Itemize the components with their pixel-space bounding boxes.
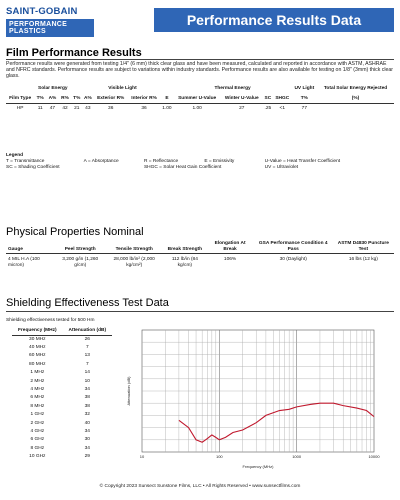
film-column-header: Interior R%: [128, 96, 160, 103]
brand-logo: [6, 6, 94, 36]
table-cell: 112 lb/in (84 kg/cm): [171, 257, 198, 268]
table-cell: 77: [301, 105, 307, 111]
y-axis-label: Attenuation (dB): [126, 376, 131, 406]
logo-subtitle: PERFORMANCE PLASTICS: [6, 19, 94, 37]
film-divider: [6, 59, 394, 60]
table-cell: 21: [74, 105, 80, 111]
table-row: [12, 335, 112, 344]
table-cell: 3,200 g/in (1,260 g/cm): [62, 257, 99, 268]
group-uv-light: UV Light: [294, 86, 315, 91]
physical-column-header: Elongation At Break: [206, 240, 253, 254]
legend-title: Legend: [6, 153, 24, 158]
physical-column-header: GSA Performance Condition 4 Pass: [254, 240, 333, 254]
attenuation-column-header: Frequency (MHz): [12, 327, 63, 335]
table-row: [12, 445, 112, 453]
table-row: [12, 411, 112, 419]
film-description: Performance results were generated from testing 1/4" (6 mm) thick clear glass and have been measured, calculated and reported in accordance with ASTM, ASHRAE and NFRC standards. Performance results are subject to variations within industry standards. Performance results are also available for testing on 1/8" (3mm) thick clear glass.: [6, 61, 394, 80]
table-cell: .25: [264, 105, 272, 111]
table-cell: 36: [141, 105, 147, 111]
table-cell: 10 GHz: [29, 454, 46, 460]
film-column-header: R%: [59, 96, 72, 103]
table-cell: 32: [84, 412, 90, 418]
legend-item: T = Transmittance: [6, 159, 45, 164]
table-row: [12, 344, 112, 352]
table-cell: 1 GHz: [30, 412, 45, 418]
legend-item: R = Reflectance: [143, 159, 179, 164]
film-heading: Film Performance Results: [6, 47, 142, 59]
table-cell: 106%: [223, 257, 237, 262]
table-row: [12, 420, 112, 428]
legend-item: E = Emissivity: [204, 159, 235, 164]
film-performance-table: [6, 86, 394, 113]
table-cell: 16 lbs (12 kg): [348, 257, 378, 262]
physical-column-header: ASTM D4830 Puncture Test: [333, 240, 394, 254]
page-title: Performance Results Data: [186, 12, 362, 28]
x-tick-label: 1000: [292, 454, 302, 459]
legend-item: A = Absorptance: [83, 159, 119, 164]
physical-column-header: Tensile Strength: [105, 240, 163, 254]
x-tick-label: 100: [215, 454, 223, 459]
table-cell: 2 MHz: [30, 378, 45, 384]
x-tick-label: 10: [139, 454, 145, 459]
table-cell: 1 MHz: [30, 370, 45, 376]
film-column-header: A%: [83, 96, 92, 101]
table-cell: 11: [37, 105, 43, 111]
table-cell: <1: [279, 105, 285, 111]
table-cell: 40 MHz: [29, 344, 46, 350]
table-cell: 36: [108, 105, 114, 111]
film-column-header: Summer U-Value: [174, 96, 221, 103]
table-cell: 6 GHz: [30, 437, 45, 443]
table-cell: 13: [84, 353, 90, 359]
film-column-header: SC: [264, 96, 272, 101]
attenuation-column-header: Attenuation (dB): [63, 327, 112, 335]
film-column-header: (%): [317, 96, 394, 103]
physical-column-header: Gauge: [6, 240, 55, 254]
table-cell: 38: [84, 403, 90, 409]
physical-column-header: Break Strength: [163, 240, 206, 254]
table-cell: 27: [239, 105, 245, 111]
page-header: [0, 0, 400, 40]
table-cell: 80 MHz: [29, 361, 46, 367]
group-total-solar: Total Solar Energy Rejected: [323, 86, 388, 91]
table-cell: 14: [84, 370, 90, 376]
legend-item: UV = Ultraviolet: [264, 165, 299, 170]
table-row: [12, 386, 112, 394]
table-cell: 30: [84, 437, 90, 443]
table-cell: 4 GHz: [30, 428, 45, 434]
table-row: [12, 361, 112, 369]
table-row: [12, 369, 112, 377]
shielding-heading: Shielding Effectiveness Test Data: [6, 297, 169, 309]
table-cell: 42: [62, 105, 68, 111]
table-cell: 10: [84, 378, 90, 384]
table-cell: 43: [85, 105, 91, 111]
group-visible-light: Visible Light: [108, 86, 137, 91]
table-cell: 30 (Daylight): [279, 257, 307, 262]
film-column-header: Winter U-Value: [221, 96, 263, 103]
film-column-header: T%: [34, 96, 46, 103]
table-row: [12, 378, 112, 386]
group-solar-energy: Solar Energy: [38, 86, 68, 91]
shielding-note: Shielding effectiveness tested for 500 Hm: [6, 318, 95, 323]
table-row: [12, 428, 112, 436]
x-tick-label: 10000: [368, 454, 380, 459]
group-thermal-energy: Thermal Energy: [214, 86, 251, 91]
table-row: [12, 394, 112, 402]
table-row: [12, 403, 112, 411]
legend-item: SHGC = Solar Heat Gain Coefficient: [143, 165, 222, 170]
logo-brand: SAINT-GOBAIN: [6, 6, 78, 17]
table-cell: 8 GHz: [30, 445, 45, 451]
attenuation-chart: [124, 326, 380, 472]
shielding-divider: [6, 311, 394, 312]
physical-properties-table: [6, 240, 394, 271]
film-column-header: A%: [46, 96, 59, 103]
table-cell: 34: [84, 445, 90, 451]
table-cell: 60 MHz: [29, 353, 46, 359]
film-column-header: SHGC: [273, 96, 292, 103]
legend-item: SC = Shading Coefficient: [6, 165, 60, 170]
film-column-header: T%: [292, 96, 318, 103]
legend-row: [6, 165, 394, 171]
table-cell: 7: [85, 361, 89, 367]
film-column-header: E: [160, 96, 173, 103]
film-column-header: Film Type: [6, 96, 34, 103]
table-cell: 28,000 lb/in² (2,000 kg/cm²): [113, 257, 155, 268]
x-axis-label: Frequency (MHz): [242, 464, 274, 469]
table-row: [12, 352, 112, 360]
table-cell: 4 MIL H.A (100 micron): [8, 257, 40, 268]
table-cell: 1.00: [192, 105, 202, 111]
table-cell: 26: [84, 336, 90, 342]
table-cell: 47: [49, 105, 56, 111]
table-cell: 29: [84, 454, 90, 460]
table-cell: 30 MHz: [29, 336, 46, 342]
table-cell: 8 MHz: [30, 403, 45, 409]
table-row: [6, 103, 394, 113]
physical-column-header: Peel Strength: [55, 240, 105, 254]
legend: [6, 153, 394, 171]
film-column-header: Exterior R%: [94, 96, 128, 103]
table-cell: 34: [84, 428, 90, 434]
table-cell: 2 GHz: [30, 420, 45, 426]
legend-item: U-Value = Heat Transfer Coefficient: [264, 159, 341, 164]
table-row: [12, 436, 112, 444]
physical-heading: Physical Properties Nominal: [6, 226, 144, 238]
title-banner: [154, 8, 394, 32]
table-cell: 40: [84, 420, 90, 426]
table-cell: HP: [16, 105, 24, 111]
table-row: [6, 254, 394, 272]
table-row: [12, 453, 112, 461]
attenuation-table: [12, 327, 112, 462]
table-cell: 1.00: [162, 105, 172, 111]
table-cell: 38: [84, 395, 90, 401]
table-cell: 7: [85, 344, 89, 350]
footer: © Copyright 2023 Sunsect Sunstone Films, LLC • All Rights Reserved • www.sunsectfilms.com: [99, 484, 301, 489]
table-cell: 34: [84, 386, 90, 392]
film-column-header: T%: [73, 96, 81, 101]
table-cell: 4 MHz: [30, 386, 45, 392]
table-cell: 6 MHz: [30, 395, 45, 401]
